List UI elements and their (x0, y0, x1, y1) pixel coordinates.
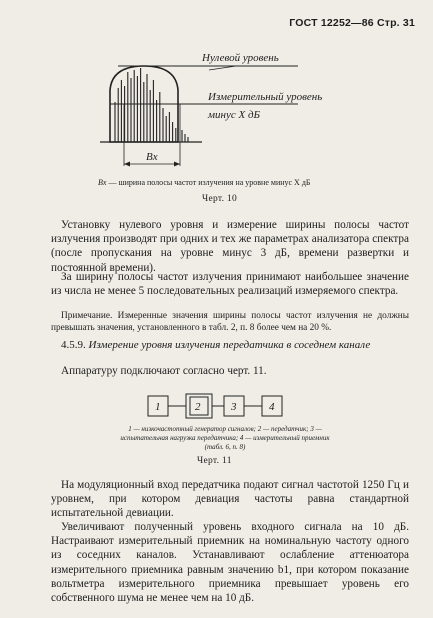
paragraph-4: На модуляционный вход передатчика подают сигнал частотой 1250 Гц и уровнем, при котором девиация частоты равна стандартной испытательной девиации. (51, 479, 409, 520)
spectrum-figure (84, 42, 344, 192)
section-heading: 4.5.9. Измерение уровня излучения передатчика в соседнем канале (61, 339, 371, 351)
measurement-level-label-1: Измерительный уровень (208, 91, 323, 103)
measurement-level-label-2: минус X дБ (208, 109, 261, 121)
figure11-caption: 1 — низкочастотный генератор сигналов; 2 — передатчик; 3 — испытательная нагрузка передатчика; 4 — измерительный приемник (табл. 6, п. 8) (120, 425, 330, 451)
block-2-label: 2 (195, 401, 201, 413)
block-1-label: 1 (155, 401, 161, 413)
paragraph-2: За ширину полосы частот излучения принимают наибольшее значение из числа не менее 5 последовательных реализаций измеряемого спектра. (51, 271, 409, 298)
block-4-label: 4 (269, 401, 275, 413)
figure10-caption: Bx — ширина полосы частот излучения на уровне минус X дБ (98, 178, 311, 187)
block-diagram (140, 392, 300, 422)
block-3-label: 3 (231, 401, 237, 413)
zero-level-label: Нулевой уровень (202, 52, 279, 64)
bandwidth-label: Bx (146, 151, 158, 163)
paragraph-5: Увеличивают полученный уровень входного сигнала на 10 дБ. Настраивают измерительный приемник на номинальную частоту одного из соседних каналов. Устанавливают ослабление аттенюатора измерительного приемника равным значению b1, при котором показание вольтметра измерительного приемника превышает уровень его собственного шума не менее чем на 10 дБ. (51, 521, 409, 605)
paragraph-1: Установку нулевого уровня и измерение ширины полосы частот излучения производят при одних и тех же параметрах анализатора спектра (после пропускания на уровне минус 3 дБ, времени развертки и постоянной времени). (51, 219, 409, 274)
figure11-title: Черт. 11 (197, 456, 232, 466)
spectral-lines (115, 68, 188, 142)
note: Примечание. Измеренные значения ширины полосы частот излучения не должны превышать значения, установленного в табл. 2, п. 8 более чем на 20 %. (51, 311, 409, 333)
figure10-title: Черт. 10 (202, 194, 238, 204)
page-header: ГОСТ 12252—86 Стр. 31 (289, 17, 415, 29)
paragraph-3: Аппаратуру подключают согласно черт. 11. (61, 365, 267, 377)
